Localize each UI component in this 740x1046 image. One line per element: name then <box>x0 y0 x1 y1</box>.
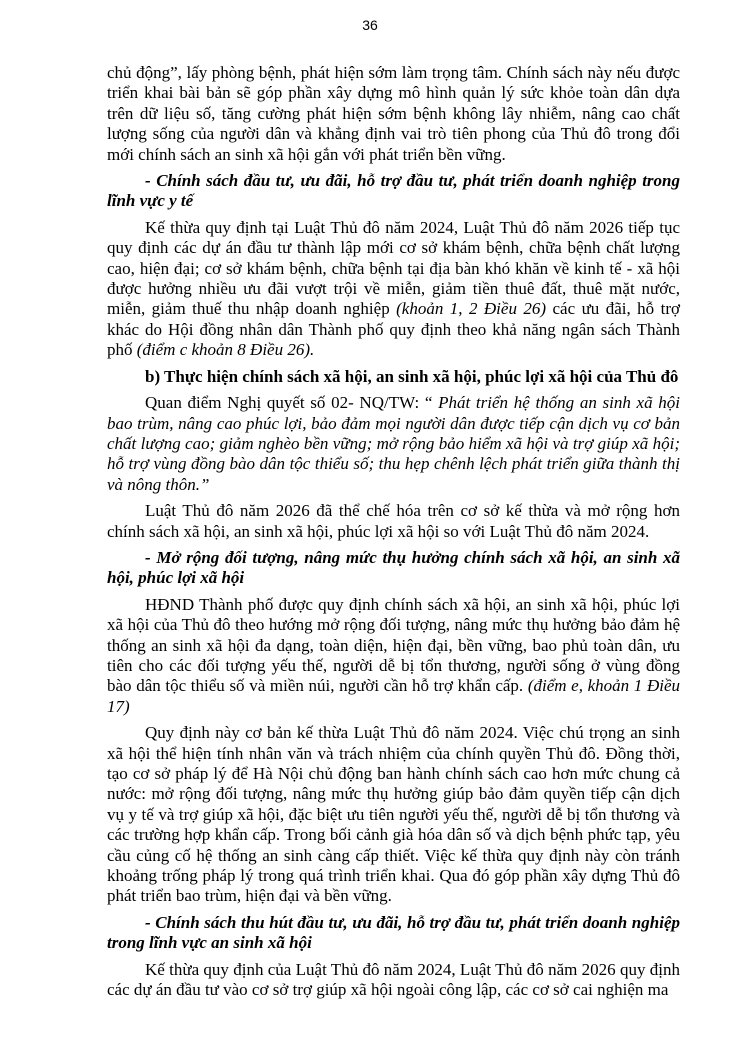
paragraph-health-investment <box>107 218 680 361</box>
page-number: 36 <box>362 17 378 33</box>
paragraph-text: Quan điểm Nghị quyết số 02- NQ/TW: “ <box>145 393 439 413</box>
paragraph-social-investment: Kế thừa quy định của Luật Thủ đô năm 2024, Luật Thủ đô năm 2026 quy định các dự án đầu tư vào cơ sở trợ giúp xã hội ngoài công lập, các cơ sở cai nghiện ma <box>107 959 680 1000</box>
paragraph-continued: chủ động”, lấy phòng bệnh, phát hiện sớm làm trọng tâm. Chính sách này nếu được triển khai bài bản sẽ góp phần xây dựng mô hình quản lý sức khỏe toàn dân dựa trên dữ liệu số, tăng cường phát hiện sớm bệnh không lây nhiễm, nâng cao chất lượng sống của người dân và khẳng định vai trò tiên phong của Thủ đô trong đổi mới chính sách an sinh xã hội gắn với phát triển bền vững. <box>107 63 680 164</box>
paragraph-text: các ưu đãi, hỗ trợ khác do Hội đồng nhân dân Thành phố quy định theo khả năng ngân sách Thành phố <box>107 299 680 360</box>
paragraph-law-2026: Luật Thủ đô năm 2026 đã thể chế hóa trên cơ sở kế thừa và mở rộng hơn chính sách xã hội, an sinh xã hội, phúc lợi xã hội so với Luật Thủ đô năm 2024. <box>107 501 680 541</box>
legal-reference: (khoản 1, 2 Điều 26) <box>396 299 547 319</box>
legal-reference: (điểm e, khoản 1 Điều 17) <box>107 676 680 716</box>
legal-reference: (điểm c khoản 8 Điều 26). <box>136 340 315 360</box>
document-body <box>107 63 680 1006</box>
section-heading-social-investment: - Chính sách thu hút đầu tư, ưu đãi, hỗ trợ đầu tư, phát triển doanh nghiệp trong lĩnh vực an sinh xã hội <box>107 912 680 953</box>
paragraph-text: Kế thừa quy định tại Luật Thủ đô năm 2024, Luật Thủ đô năm 2026 tiếp tục quy định các dự án đầu tư thành lập mới cơ sở khám bệnh, chữa bệnh chất lượng cao, hiện đại; cơ sở khám bệnh, chữa bệnh tại địa bàn khó khăn về kinh tế - xã hội được hưởng nhiều ưu đãi vượt trội về miễn, giảm tiền thuê đất, thuê mặt nước, miễn, giảm thuế thu nhập doanh nghiệp <box>107 217 680 319</box>
quote-text: Phát triển hệ thống an sinh xã hội bao trùm, nâng cao phúc lợi, bảo đảm mọi người dân được tiếp cận dịch vụ cơ bản chất lượng cao; giảm nghèo bền vững; mở rộng bảo hiểm xã hội và trợ giúp xã hội; hỗ trợ vùng đồng bào dân tộc thiểu số; thu hẹp chênh lệch phát triển giữa thành thị và nông thôn.” <box>107 393 680 494</box>
paragraph-text: HĐND Thành phố được quy định chính sách xã hội, an sinh xã hội, phúc lợi xã hội của Thủ đô theo hướng mở rộng đối tượng, nâng mức thụ hưởng bảo đảm hệ thống an sinh xã hội đa dạng, toàn diện, hiện đại, bền vững, bao phủ toàn dân, ưu tiên cho các đối tượng yếu thế, người dễ bị tổn thương, người sống ở vùng đồng bào dân tộc thiểu số và miền núi, người cần hỗ trợ khẩn cấp. <box>107 594 680 696</box>
paragraph-inheritance: Quy định này cơ bản kế thừa Luật Thủ đô năm 2024. Việc chú trọng an sinh xã hội thể hiện tính nhân văn và trách nhiệm của chính quyền Thủ đô. Đồng thời, tạo cơ sở pháp lý để Hà Nội chủ động ban hành chính sách cao hơn mức chung cả nước: mở rộng đối tượng, nâng mức thụ hưởng giúp bảo đảm quyền tiếp cận dịch vụ y tế và trợ giúp xã hội, đặc biệt ưu tiên người yếu thế, người dễ bị tổn thương và các trường hợp khẩn cấp. Trong bối cảnh già hóa dân số và dịch bệnh phức tạp, yêu cầu củng cố hệ thống an sinh càng cấp thiết. Việc kế thừa quy định này còn tránh khoảng trống pháp lý trong quá trình triển khai. Qua đó góp phần xây dựng Thủ đô phát triển bao trùm, hiện đại và bền vững. <box>107 723 680 906</box>
section-heading-health-investment: - Chính sách đầu tư, ưu đãi, hỗ trợ đầu tư, phát triển doanh nghiệp trong lĩnh vực y tế <box>107 171 680 211</box>
section-heading-expand-beneficiaries: - Mở rộng đối tượng, nâng mức thụ hưởng chính sách xã hội, an sinh xã hội, phúc lợi xã hội <box>107 547 680 588</box>
paragraph-resolution-quote <box>107 393 680 495</box>
section-heading-social-policy: b) Thực hiện chính sách xã hội, an sinh xã hội, phúc lợi xã hội của Thủ đô <box>145 366 679 386</box>
paragraph-hdnd-policy <box>107 595 680 717</box>
